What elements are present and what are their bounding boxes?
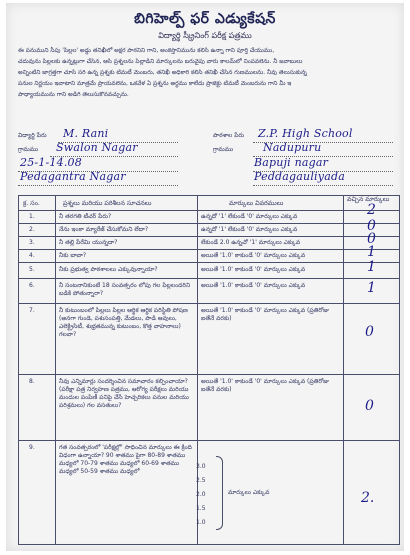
- row-marks: అయితే '1.0' కాకుండే '0' మార్కులు ఎక్కువ (ప్రతిరోజు ఐతేనే వరకు): [201, 378, 329, 393]
- table-divider: [19, 236, 399, 237]
- row-score[interactable]: 2: [367, 202, 376, 218]
- row-question: నీకు బావా?: [59, 252, 87, 259]
- row-number: 9.: [29, 444, 35, 451]
- scale-value: 2.0: [196, 491, 206, 498]
- document-subtitle: విద్యార్థి స్క్రీనింగ్ పరీక్ష పత్రము: [158, 31, 252, 40]
- student-name-label: విద్యార్థి పేరు: [18, 132, 47, 139]
- instruction-line: ఈ పనుముని సీపు 'పిల్లల' అడ్డు తనిఖీలో అక్షర పాఠనిని గాని, అంకెస్తానిమును కలిసి ఉన్నా గాని పూర్తి చేయుము,: [18, 48, 275, 54]
- row-score[interactable]: 0: [365, 324, 374, 340]
- row-score[interactable]: 1: [367, 244, 376, 260]
- row-score[interactable]: 1: [367, 280, 376, 296]
- instruction-line: పాధ్యాయమును గాని అడిగి తెలుసుకొనవచ్చును.: [18, 92, 129, 98]
- row-score[interactable]: 1: [367, 259, 376, 275]
- row-marks: అయితే '1.0' కాకుండే '0' మార్కులు ఎక్కువ (ప్రతిరోజు ఐతేనే వరకు): [201, 307, 329, 322]
- mandal-value[interactable]: Nadupuru: [263, 141, 322, 154]
- table-divider: [19, 303, 399, 304]
- row-question: నేను ఇంకా మ్యారేజ్ చేసుకోమని లేదా?: [59, 226, 149, 233]
- row-question: నీ తరగతి టీచర్ పేరు?: [59, 213, 112, 220]
- row-number: 1.: [29, 213, 35, 220]
- row-number: 5.: [29, 266, 35, 273]
- table-divider: [19, 210, 399, 211]
- school-name-value[interactable]: Z.P. High School: [258, 127, 353, 140]
- place-value[interactable]: Pedagantra Nagar: [20, 170, 126, 183]
- table-divider: [19, 440, 399, 441]
- student-name-value[interactable]: M. Rani: [63, 127, 109, 140]
- scale-value: 1.0: [196, 519, 206, 526]
- village-value[interactable]: Swalon Nagar: [56, 141, 138, 154]
- district-value[interactable]: Bapuji nagar: [254, 156, 329, 169]
- instructions-paragraph: [18, 46, 392, 101]
- row-marks: ఉన్నదో '1' లేకుండే '0' మార్కులు ఎక్కువ: [201, 226, 298, 233]
- row-question: నీ తల్లి పేరేమి యున్నదా?: [59, 239, 118, 246]
- school-name-label: పాఠశాల పేరు: [213, 132, 245, 139]
- instruction-line: అన్నింటిని జాగ్రత్తగా చూసి సరి ఉన్న ప్రశ్నకు టిమటీ మెంబరు, తనిఖీ అధికారి కలిసి తనిఖీ చేసిన గుణములను. నీవు తెలుసుకున్న: [18, 70, 307, 76]
- row-question: నీకు ప్రభుత్వ పాఠశాలలు ఎక్కువున్నాయా?: [59, 266, 158, 273]
- header-sno: క్ర. సం.: [23, 200, 40, 207]
- scale-value: 3.0: [196, 463, 206, 470]
- instruction-line: పనుల నిర్ణయం ఇవాటాని మాత్రమే ప్రాయవలెను, ఒకవేళ ఏ ప్రశ్నను అర్థము కాలేదు ప్రాజెక్టు టిమటీ మెంబరును గాని మీ ఇ: [18, 81, 292, 87]
- scale-value: 1.5: [196, 505, 206, 512]
- row-number: 4.: [29, 252, 35, 259]
- row-question: నీ సంటనానికుంటే 18 సంవత్సరం లోపు గల పిల్లలందరిని బడికి పోతున్నారా?: [59, 282, 191, 297]
- area-value[interactable]: Peddagauliyada: [254, 170, 345, 183]
- instruction-line: చదువును పిల్లలకు ఉన్నట్లుగా చేసిన, ఆసి ప్రశ్నలను పిల్లాడిని మార్కులను బరువైపు వారు కాలమ్‌లో నింపవలెను. నీ జవాబులు: [18, 59, 303, 65]
- mandal-label: గ్రామము: [213, 146, 234, 153]
- row-question: నీవు ఎన్నిమార్లు సందర్శించిన సమాచారం కల్పించాయా? (పరీక్షా పత్ర నిర్వహణ పత్రము, ఆరోగ్య పరీక్షలు మరియు మందుల పంపిణీ పనిపై చేసే హెచ్చరికలు పనుల మరియు పరిశ్రమలు) గల వసతులు?: [59, 378, 189, 409]
- row-marks: అయితే '1.0' కాకుండే '0' మార్కులు ఎక్కువ: [201, 282, 306, 289]
- underline: [253, 184, 393, 186]
- row-number: 6.: [29, 282, 35, 289]
- row-marks: లేకుండే 2.0 ఉన్నచో '1' మార్కులు ఎక్కువ: [201, 239, 301, 246]
- village-label: గ్రామము: [18, 146, 39, 153]
- document-title: బిగిహెల్ప్ ఫర్ ఎడ్యుకేషన్: [134, 11, 276, 27]
- row-score[interactable]: 0: [367, 218, 376, 234]
- row-marks: ఉన్నదో '1' లేకుండే '0' మార్కులు ఎక్కువ: [201, 213, 298, 220]
- student-details-form: [18, 127, 398, 190]
- table-divider: [19, 278, 399, 279]
- scale-bracket: [216, 456, 223, 530]
- row-marks: అయితే '1.0' కాకుండే '0' మార్కులు ఎక్కువ: [201, 252, 306, 259]
- scale-value: 2.5: [196, 477, 206, 484]
- row-question: నీ కుటుంబంలో పిల్లలు పిల్లల ఆర్థిక ఆర్థిక పరిస్థితి పోషణ (అనగా గుండె, పశుసంపత్తి, మేడలు, పాడి ఆవులు, ఎలెక్ట్రిసిటీ, శుభ్రతమున్న కుటుంబం, కొత్త వాహనాలు) గలవా?: [59, 307, 188, 338]
- row-number: 8.: [29, 378, 35, 385]
- table-divider: [19, 262, 399, 263]
- table-divider: [19, 249, 399, 250]
- row-score[interactable]: 2.: [361, 490, 375, 506]
- header-marks: మార్కులు వివరములు: [229, 200, 284, 207]
- underline: [18, 184, 178, 186]
- table-divider: [19, 223, 399, 224]
- row-score[interactable]: 0: [367, 231, 376, 247]
- document-page: [6, 3, 404, 551]
- screening-table: [18, 195, 400, 545]
- row-score[interactable]: 0: [365, 398, 374, 414]
- table-divider: [19, 374, 399, 375]
- row-number: 2.: [29, 226, 35, 233]
- header-question: ప్రశ్నలు మరియు పరిశీలన సూచనలు: [63, 200, 152, 207]
- row-number: 3.: [29, 239, 35, 246]
- row-number: 7.: [29, 307, 35, 314]
- header-score: వచ్చిన మార్కులు: [347, 196, 390, 203]
- row-marks: అయితే '1.0' కాకుండే '0' మార్కులు ఎక్కువ: [201, 266, 306, 273]
- row-marks: మార్కులు ఎక్కువ: [228, 489, 270, 496]
- row-question: గత సంవత్సరంలో 'పరీక్షల్లో' సాధించిన మార్కులు ఈ క్రింది విధంగా ఉన్నాయా? 90 శాతము పైగా 80-89 శాతము మధ్యలో 70-79 శాతము మధ్యలో 60-69 శాతము మధ్యలో 50-59 శాతము మధ్యలో: [59, 444, 192, 475]
- date-of-birth-value[interactable]: 25-1-14.08: [20, 156, 82, 169]
